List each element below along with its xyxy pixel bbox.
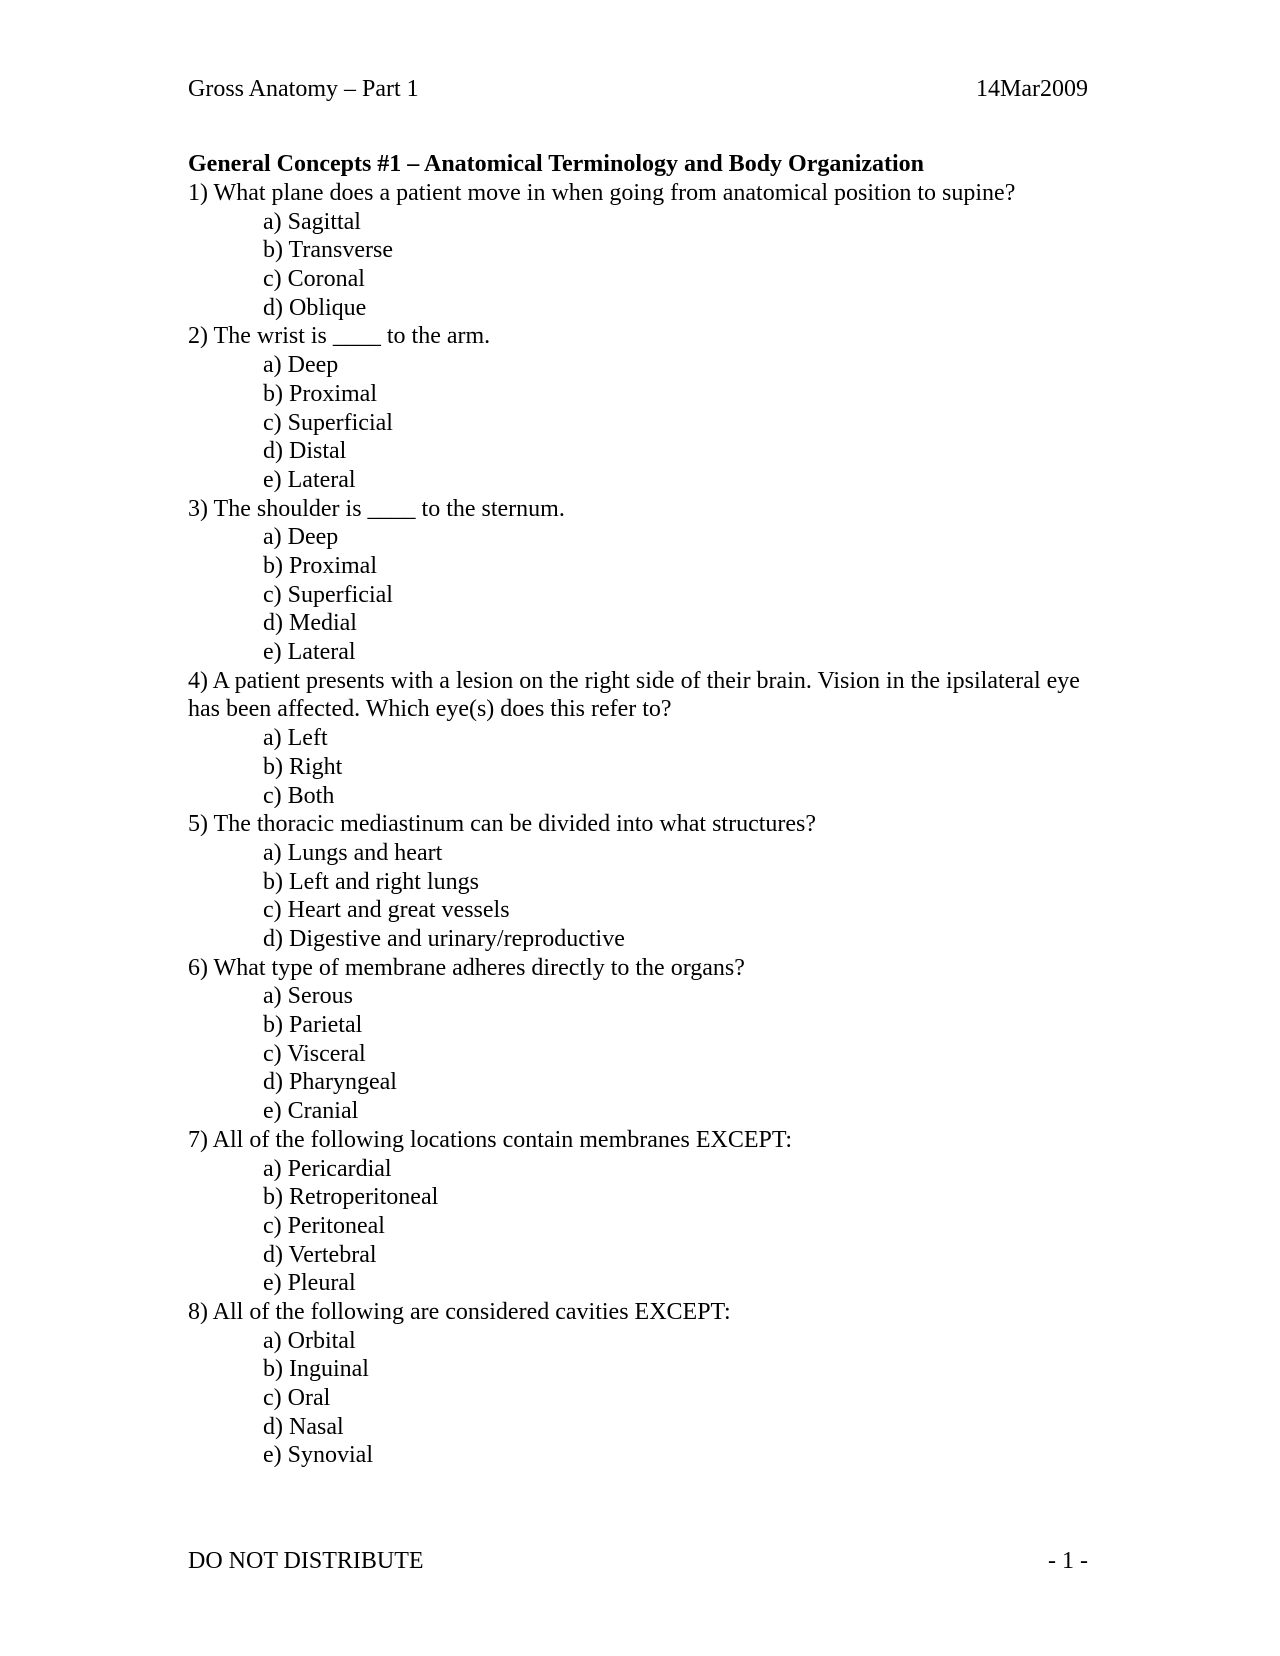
answer-option: b) Proximal bbox=[263, 380, 377, 407]
answer-option: b) Parietal bbox=[263, 1012, 363, 1039]
section-title: General Concepts #1 – Anatomical Terminology and Body Organization bbox=[188, 151, 925, 177]
answer-option: d) Medial bbox=[263, 610, 357, 637]
answer-option: c) Peritoneal bbox=[263, 1212, 385, 1239]
answer-options bbox=[188, 523, 1088, 666]
answer-options bbox=[188, 351, 1088, 494]
question-stem: 4) A patient presents with a lesion on the right side of their brain. Vision in the ipsilateral eye has been affected. Which eye(s) does this refer to? bbox=[188, 667, 1080, 723]
question-6 bbox=[188, 954, 1088, 1126]
answer-option: a) Deep bbox=[263, 352, 339, 379]
question-stem: 3) The shoulder is ____ to the sternum. bbox=[188, 495, 565, 522]
answer-option: b) Proximal bbox=[263, 552, 377, 579]
answer-option: c) Oral bbox=[263, 1385, 331, 1412]
question-3 bbox=[188, 495, 1088, 667]
answer-option: e) Lateral bbox=[263, 639, 356, 666]
answer-option: b) Left and right lungs bbox=[263, 868, 479, 895]
answer-option: b) Retroperitoneal bbox=[263, 1184, 439, 1211]
question-stem: 7) All of the following locations contain membranes EXCEPT: bbox=[188, 1126, 793, 1153]
answer-options bbox=[188, 839, 1088, 954]
question-7 bbox=[188, 1126, 1088, 1298]
question-4 bbox=[188, 667, 1088, 810]
question-stem: 1) What plane does a patient move in when going from anatomical position to supine? bbox=[188, 180, 1016, 206]
answer-option: b) Inguinal bbox=[263, 1356, 369, 1383]
answer-option: a) Sagittal bbox=[263, 208, 361, 235]
question-5 bbox=[188, 810, 1088, 953]
answer-option: d) Vertebral bbox=[263, 1241, 377, 1268]
answer-option: c) Coronal bbox=[263, 266, 365, 293]
answer-option: c) Superficial bbox=[263, 409, 393, 436]
answer-option: d) Distal bbox=[263, 438, 347, 465]
answer-option: d) Nasal bbox=[263, 1413, 344, 1440]
answer-option: c) Visceral bbox=[263, 1040, 366, 1067]
answer-option: a) Pericardial bbox=[263, 1155, 392, 1182]
answer-option: b) Right bbox=[263, 753, 343, 780]
question-8 bbox=[188, 1298, 1088, 1470]
answer-option: e) Cranial bbox=[263, 1098, 359, 1125]
answer-option: d) Digestive and urinary/reproductive bbox=[263, 925, 625, 952]
question-2 bbox=[188, 322, 1088, 494]
distribution-notice: DO NOT DISTRIBUTE bbox=[188, 1548, 424, 1574]
answer-option: a) Lungs and heart bbox=[263, 839, 443, 866]
answer-option: b) Transverse bbox=[263, 237, 393, 264]
answer-option: d) Oblique bbox=[263, 294, 367, 321]
question-1 bbox=[188, 179, 1088, 322]
document-body bbox=[188, 150, 1088, 1470]
answer-options bbox=[188, 208, 1088, 323]
question-stem: 5) The thoracic mediastinum can be divided into what structures? bbox=[188, 811, 817, 838]
answer-option: d) Pharyngeal bbox=[263, 1069, 397, 1096]
document-title: Gross Anatomy – Part 1 bbox=[188, 76, 419, 102]
question-list bbox=[188, 179, 1088, 1470]
answer-option: c) Both bbox=[263, 782, 335, 809]
answer-option: a) Deep bbox=[263, 524, 339, 551]
answer-options bbox=[188, 724, 1088, 810]
page-number: - 1 - bbox=[1048, 1548, 1088, 1574]
answer-option: c) Superficial bbox=[263, 581, 393, 608]
answer-option: a) Orbital bbox=[263, 1327, 356, 1354]
question-stem: 8) All of the following are considered cavities EXCEPT: bbox=[188, 1298, 731, 1325]
answer-options bbox=[188, 1155, 1088, 1298]
question-stem: 6) What type of membrane adheres directly to the organs? bbox=[188, 954, 745, 981]
document-date: 14Mar2009 bbox=[976, 76, 1088, 102]
answer-option: a) Serous bbox=[263, 983, 353, 1010]
answer-option: a) Left bbox=[263, 725, 328, 752]
question-stem: 2) The wrist is ____ to the arm. bbox=[188, 323, 491, 350]
answer-option: e) Synovial bbox=[263, 1442, 373, 1469]
answer-option: e) Pleural bbox=[263, 1270, 356, 1297]
answer-options bbox=[188, 1327, 1088, 1470]
answer-option: c) Heart and great vessels bbox=[263, 897, 510, 924]
answer-options bbox=[188, 982, 1088, 1125]
answer-option: e) Lateral bbox=[263, 466, 356, 493]
